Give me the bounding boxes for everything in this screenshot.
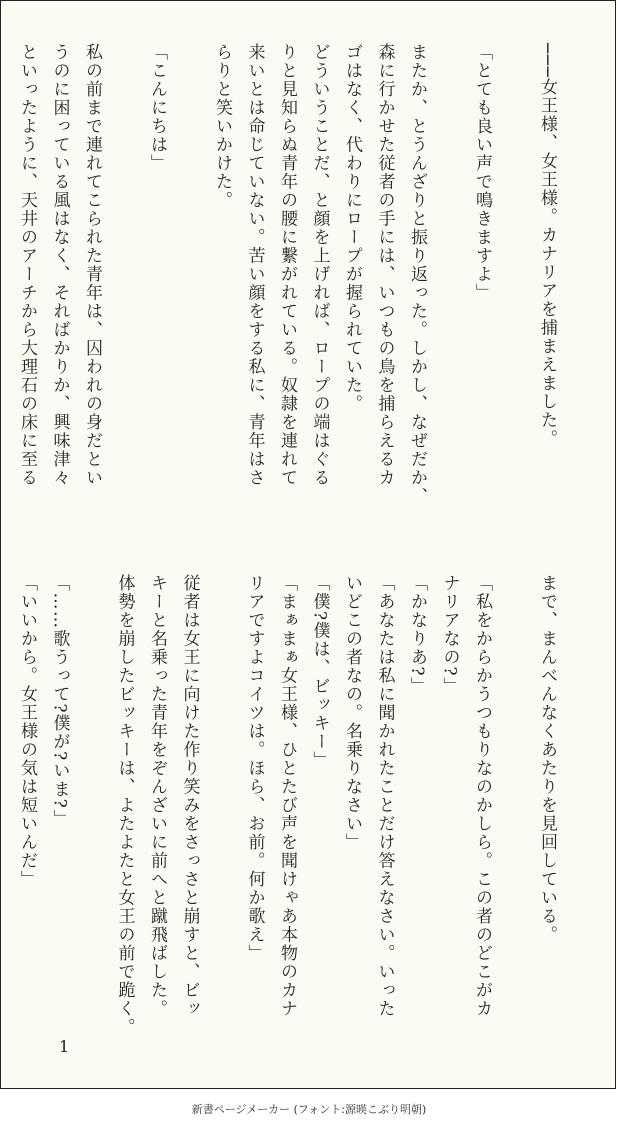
page-number: 1 [59, 1037, 70, 1056]
upper-text-block: ───女王様、女王様。カナリアを捕まえました。 「とても良い声で鳴きますよ」 またか、とうんざりと振り返った。しかし、なぜだか、 森に行かせた従者の手には、いつもの鳥を捕らえるカ ゴはなく、代わりにロープが握られていた。 どういうことだ、と顔を上げれば、ロープの端はぐる りと見知らぬ青年の腰に繋がれている。奴隷を連れて 来いとは命じていない。苦い顔をする私に、青年はさ らりと笑いかけた。 「こんにちは」 私の前まで連れてこられた青年は、囚われの身だとい うのに困っている風はなく、そればかりか、興味津々 といったように、天井のアーチから大理石の床に至る [17, 43, 557, 506]
lower-text-block: まで、まんべんなくあたりを見回している。 「私をからかうつもりなのかしら。この者のどこがカ ナリアなの?」 「かなりあ?」 「あなたは私に聞かれたことだけ答えなさい。いった いどこの者なの。名乗りなさい」 「僕?僕は、ビッキー」 「まぁまぁ女王様、ひとたび声を聞けゃあ本物のカナ リアですよコイツは。ほら、お前。何か歌え」 従者は女王に向けた作り笑みをさっさと崩すと、ビッ キーと名乗った青年をぞんざいに前へと蹴飛ばした。 体勢を崩したビッキーは、よたよたと女王の前で跪く。 「……歌うって?僕が?いま?」 「いいから。女王様の気は短いんだ」 [17, 574, 557, 1037]
footer-caption: 新書ページメーカー (フォント:源暎こぶり明朝) [191, 1103, 427, 1116]
